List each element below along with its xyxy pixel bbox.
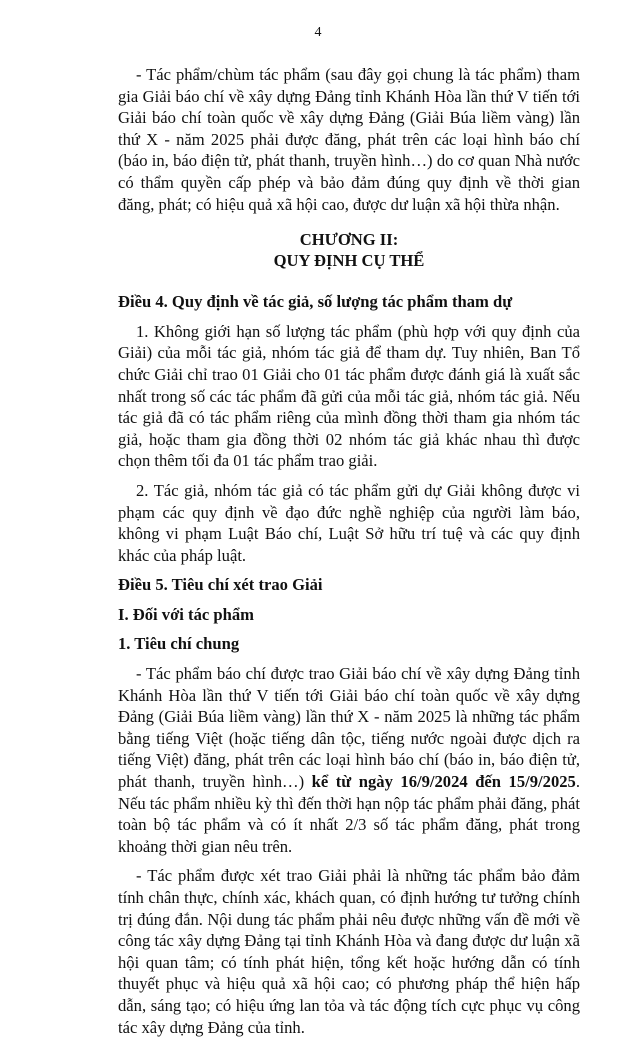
article-5-title: Điều 5. Tiêu chí xét trao Giải xyxy=(118,575,323,595)
intro-paragraph: - Tác phẩm/chùm tác phẩm (sau đây gọi chung là tác phẩm) tham gia Giải báo chí về xây dựng Đảng tỉnh Khánh Hòa lần thứ V tiến tới Giải báo chí toàn quốc về xây dựng Đảng (Giải Búa liềm vàng) lần thứ X - năm 2025 phải được đăng, phát trên các loại hình báo chí (báo in, báo điện tử, phát thanh, truyền hình…) do cơ quan Nhà nước có thẩm quyền cấp phép và bảo đảm đúng quy định về thời gian đăng, phát; có hiệu quả xã hội cao, được dư luận xã hội thừa nhận. xyxy=(118,65,580,214)
document-body xyxy=(118,64,580,1046)
article-4-title: Điều 4. Quy định về tác giả, số lượng tác phẩm tham dự xyxy=(118,292,513,312)
paragraph-text-before: - Tác phẩm báo chí được trao Giải báo chí về xây dựng Đảng tỉnh Khánh Hòa lần thứ V tiến tới Giải báo chí toàn quốc về xây dựng Đảng (Giải Búa liềm vàng) lần thứ X - năm 2025 là những tác phẩm bằng tiếng Việt (hoặc tiếng dân tộc, tiếng nước ngoài được dịch ra tiếng Việt) đăng, phát trên các loại hình báo chí (báo in, báo điện tử, phát thanh, truyền hình…) xyxy=(118,664,580,792)
paragraph-text-after: . Nếu tác phẩm nhiều kỳ thì đến thời hạn nộp tác phẩm phải đăng, phát toàn bộ tác phẩm và có ít nhất 2/3 số tác phẩm đăng, phát trong khoảng thời gian nêu trên. xyxy=(118,772,580,856)
article-5-paragraph-2: - Tác phẩm được xét trao Giải phải là những tác phẩm bảo đảm tính chân thực, chính xác, khách quan, có định hướng tư tưởng chính trị đúng đắn. Nội dung tác phẩm phải nêu được những vấn đề mới về công tác xây dựng Đảng tại tỉnh Khánh Hòa và đang được dư luận xã hội quan tâm; có tính phát hiện, tổng kết hoặc hướng dẫn có tính thuyết phục và hiệu quả xã hội cao; có phương pháp thể hiện hấp dẫn, sáng tạo; có hiệu ứng lan tỏa và tác động tích cực phục vụ công tác xây dựng Đảng của tỉnh. xyxy=(118,866,580,1037)
page-number: 4 xyxy=(314,25,322,40)
date-range-bold: kể từ ngày 16/9/2024 đến 15/9/2025 xyxy=(311,772,576,792)
chapter-heading xyxy=(118,229,580,271)
subsection-1-title: 1. Tiêu chí chung xyxy=(118,634,240,654)
article-4-paragraph-1: 1. Không giới hạn số lượng tác phẩm (phù hợp với quy định của Giải) của mỗi tác giả, nhóm tác giả để tham dự. Tuy nhiên, Ban Tổ chức Giải chỉ trao 01 Giải cho 01 tác phẩm được đánh giá là xuất sắc nhất trong số các tác phẩm đã gửi của mỗi tác giả, nhóm tác giả. Nếu tác giả đã có tác phẩm riêng của mình đồng thời tham gia nhóm tác giả, hoặc tham gia đồng thời 02 nhóm tác giả khác nhau thì được chọn thêm tối đa 01 tác phẩm trao giải. xyxy=(118,321,580,471)
article-5-paragraph-1 xyxy=(118,663,580,857)
section-1-title: I. Đối với tác phẩm xyxy=(118,604,254,624)
chapter-title: CHƯƠNG II: xyxy=(299,230,399,250)
article-4-paragraph-2: 2. Tác giả, nhóm tác giả có tác phẩm gửi dự Giải không được vi phạm các quy định về đạo đức nghề nghiệp của người làm báo, không vi phạm Luật Báo chí, Luật Sở hữu trí tuệ và các quy định khác của pháp luật. xyxy=(118,480,580,565)
chapter-subtitle: QUY ĐỊNH CỤ THỂ xyxy=(273,251,425,271)
